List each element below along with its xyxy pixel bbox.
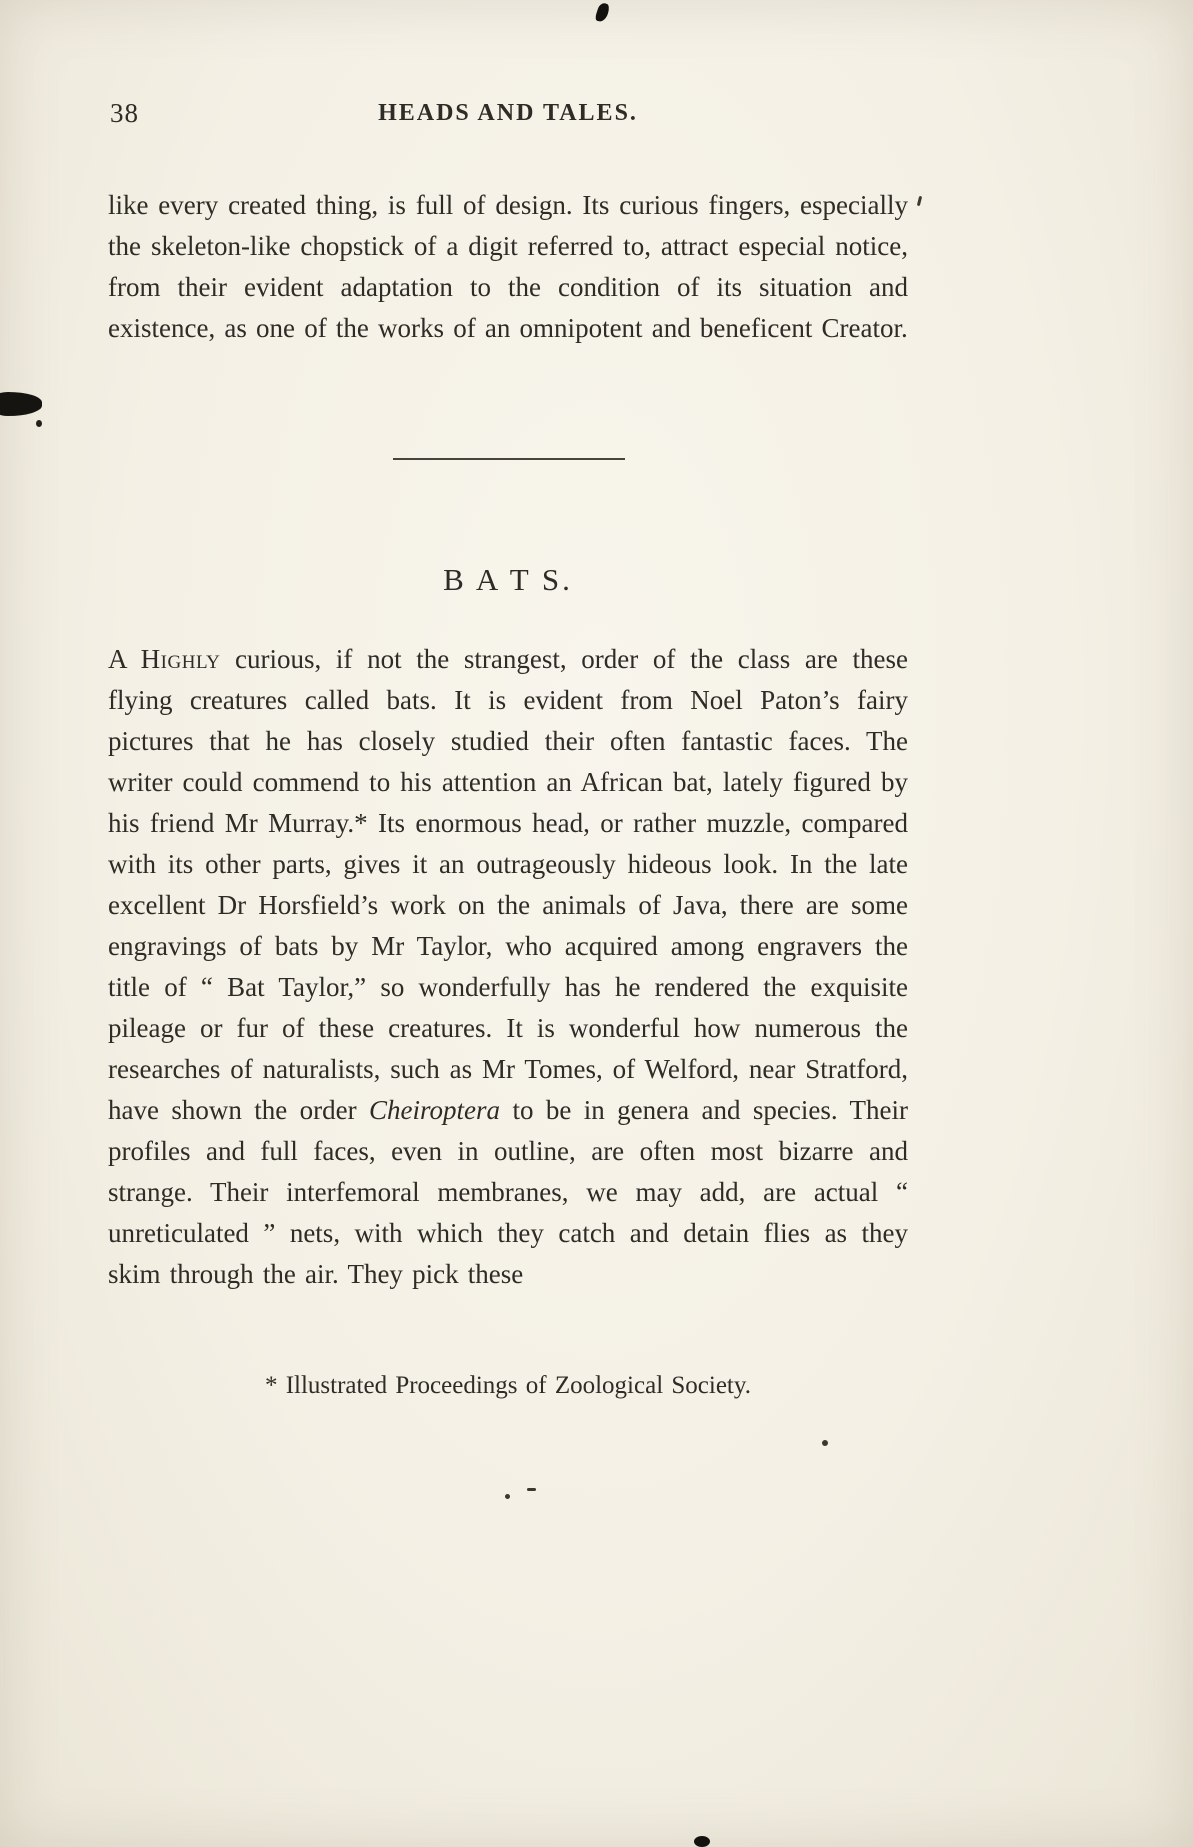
- paragraph-body-b: to be in genera and species. Their profiles and full faces, even in outline, are often most bizarre and strange. Their interfemoral membranes, we may add, are actual “ unreticulated ” nets, with which they catch and detain flies as they skim through the air. They pick these: [108, 1095, 908, 1289]
- paragraph-continuation: like every created thing, is full of design. Its curious fingers, especially the skeleton-like chopstick of a digit referred to, attract especial notice, from their evident adaptation to the condition of its situation and existence, as one of the works of an omnipotent and beneficent Creator.: [108, 190, 908, 343]
- paragraph-bats: [108, 639, 908, 1295]
- scan-speck: [505, 1494, 510, 1499]
- page-number: 38: [110, 98, 139, 128]
- scan-speck: [917, 196, 922, 206]
- ink-mark-top: [594, 2, 610, 23]
- paragraph-lead-smallcaps: Highly: [140, 644, 221, 674]
- ink-blot: [0, 392, 42, 416]
- paragraph-body-a: curious, if not the strangest, order of the class are these flying creatures called bats. It is evident from Noel Paton’s fairy pictures that he has closely studied their often fantastic faces. The writer could commend to his attention an African bat, lately figured by his friend Mr Murray.* Its enormous head, or rather muzzle, compared with its other parts, gives it an outrageously hideous look. In the late excellent Dr Horsfield’s work on the animals of Java, there are some engravings of bats by Mr Taylor, who acquired among engravers the title of “ Bat Taylor,” so wonderfully has he rendered the exquisite pileage or fur of these creatures. It is wonderful how numerous the researches of naturalists, such as Mr Tomes, of Welford, near Stratford, have shown the order: [108, 644, 908, 1125]
- scan-speck: [527, 1488, 536, 1491]
- scan-speck: [822, 1440, 828, 1446]
- paragraph-lead: A: [108, 644, 141, 674]
- taxon-name-italic: Cheiroptera: [369, 1095, 501, 1125]
- page-header: [108, 98, 908, 132]
- scan-speck: [694, 1836, 710, 1847]
- footnote: * Illustrated Proceedings of Zoological Society.: [264, 1372, 752, 1399]
- section-heading-bats: B A T S.: [443, 561, 573, 597]
- ink-blot-dot: [36, 420, 42, 427]
- running-head: HEADS AND TALES.: [378, 100, 638, 126]
- section-divider-rule: [393, 458, 625, 460]
